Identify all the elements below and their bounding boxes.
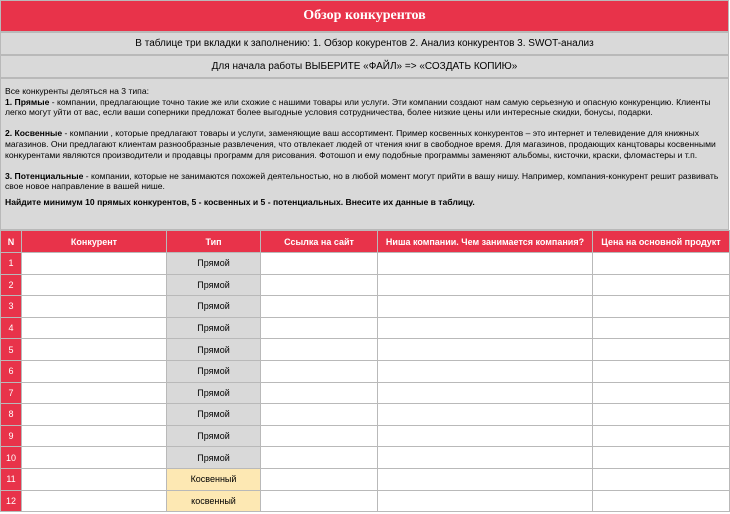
table-row [1,382,730,404]
competitor-cell[interactable] [22,339,167,361]
price-cell[interactable] [593,253,730,275]
row-number-cell: 12 [1,490,22,512]
price-cell[interactable] [593,296,730,318]
link-cell[interactable] [261,468,378,490]
price-cell[interactable] [593,425,730,447]
price-cell[interactable] [593,339,730,361]
type-cell[interactable]: Косвенный [167,468,261,490]
price-cell[interactable] [593,382,730,404]
link-cell[interactable] [261,339,378,361]
table-row [1,253,730,275]
row-number-cell: 5 [1,339,22,361]
row-number-cell: 1 [1,253,22,275]
type-cell[interactable]: Прямой [167,296,261,318]
link-cell[interactable] [261,274,378,296]
competitor-cell[interactable] [22,468,167,490]
price-cell[interactable] [593,360,730,382]
direct-text: - компании, предлагающие точно такие же или схожие с нашими товары или услуги. Эти компании создают нам самую серьезную и опасную конкуренцию. Клиенты легко могут уйти от вас, если ваши соперники предложат более выгодные условия сотрудничества, более низкие цены или интересные скидки, бонусы, подарки. [5,96,711,118]
table-row [1,274,730,296]
column-header-competitor: Конкурент [22,231,167,253]
competitors-table [0,230,730,512]
type-cell[interactable]: Прямой [167,253,261,275]
niche-cell[interactable] [378,447,593,469]
row-number-cell: 8 [1,404,22,426]
type-cell[interactable]: Прямой [167,339,261,361]
link-cell[interactable] [261,447,378,469]
competitor-cell[interactable] [22,404,167,426]
niche-cell[interactable] [378,339,593,361]
row-number-cell: 6 [1,360,22,382]
description-block [0,78,729,230]
competitor-cell[interactable] [22,253,167,275]
tabs-info: В таблице три вкладки к заполнению: 1. Обзор кокурентов 2. Анализ конкурентов 3. SWOT-анализ [0,32,729,55]
competitor-cell[interactable] [22,274,167,296]
niche-cell[interactable] [378,274,593,296]
description-potential [5,171,724,192]
competitor-cell[interactable] [22,425,167,447]
niche-cell[interactable] [378,425,593,447]
table-row [1,339,730,361]
table-row [1,360,730,382]
link-cell[interactable] [261,317,378,339]
niche-cell[interactable] [378,296,593,318]
column-header-price: Цена на основной продукт [593,231,730,253]
potential-text: - компании, которые не занимаются похожей деятельностью, но в любой момент могут прийти в вашу нишу. Например, компания-конкурент решит развивать свое новое направление в вашей нише. [5,170,719,192]
description-task [5,197,724,208]
price-cell[interactable] [593,317,730,339]
task-text: Найдите минимум 10 прямых конкурентов, 5 - косвенных и 5 - потенциальных. Внесите их данные в таблицу. [5,196,475,207]
link-cell[interactable] [261,360,378,382]
competitor-cell[interactable] [22,296,167,318]
price-cell[interactable] [593,490,730,512]
direct-label: 1. Прямые [5,96,50,107]
table-row [1,468,730,490]
niche-cell[interactable] [378,253,593,275]
link-cell[interactable] [261,404,378,426]
link-cell[interactable] [261,253,378,275]
table-row [1,404,730,426]
row-number-cell: 9 [1,425,22,447]
price-cell[interactable] [593,404,730,426]
page-title: Обзор конкурентов [0,0,729,32]
competitor-cell[interactable] [22,490,167,512]
row-number-cell: 7 [1,382,22,404]
link-cell[interactable] [261,425,378,447]
description-indirect [5,128,724,160]
column-header-type: Тип [167,231,261,253]
niche-cell[interactable] [378,404,593,426]
type-cell[interactable]: косвенный [167,490,261,512]
table-header-row [1,231,730,253]
start-instruction: Для начала работы ВЫБЕРИТЕ «ФАЙЛ» => «СОЗДАТЬ КОПИЮ» [0,55,729,78]
competitor-cell[interactable] [22,447,167,469]
column-header-link: Ссылка на сайт [261,231,378,253]
link-cell[interactable] [261,490,378,512]
type-cell[interactable]: Прямой [167,317,261,339]
table-row [1,317,730,339]
description-direct [5,97,724,118]
link-cell[interactable] [261,296,378,318]
table-row [1,447,730,469]
competitor-cell[interactable] [22,317,167,339]
table-row [1,425,730,447]
row-number-cell: 11 [1,468,22,490]
type-cell[interactable]: Прямой [167,447,261,469]
competitor-cell[interactable] [22,382,167,404]
row-number-cell: 3 [1,296,22,318]
niche-cell[interactable] [378,360,593,382]
link-cell[interactable] [261,382,378,404]
niche-cell[interactable] [378,382,593,404]
type-cell[interactable]: Прямой [167,404,261,426]
row-number-cell: 4 [1,317,22,339]
indirect-label: 2. Косвенные [5,128,63,139]
column-header-n: N [1,231,22,253]
price-cell[interactable] [593,274,730,296]
potential-label: 3. Потенциальные [5,170,84,181]
type-cell[interactable]: Прямой [167,425,261,447]
price-cell[interactable] [593,468,730,490]
type-cell[interactable]: Прямой [167,274,261,296]
column-header-niche: Ниша компании. Чем занимается компания? [378,231,593,253]
niche-cell[interactable] [378,490,593,512]
type-cell[interactable]: Прямой [167,360,261,382]
table-row [1,490,730,512]
niche-cell[interactable] [378,468,593,490]
price-cell[interactable] [593,447,730,469]
type-cell[interactable]: Прямой [167,382,261,404]
row-number-cell: 2 [1,274,22,296]
indirect-text: - компании , которые предлагают товары и услуги, заменяющие ваш ассортимент. Пример косвенных конкурентов – это интернет и телевидение для книжных магазинов. Они предлагают клиентам разнообразные развлечения, что отвлекает людей от чтения книг в свободное время. Для магазинов, продающих канцтовары косвенными конкурентами являются производители и продавцы программ для рисования. Фотошоп и ему подобные программы заменяют альбомы, кисточки, краски, фломастеры и т.п. [5,128,716,160]
row-number-cell: 10 [1,447,22,469]
description-intro: Все конкуренты деляться на 3 типа: [5,86,150,96]
niche-cell[interactable] [378,317,593,339]
competitor-cell[interactable] [22,360,167,382]
table-row [1,296,730,318]
